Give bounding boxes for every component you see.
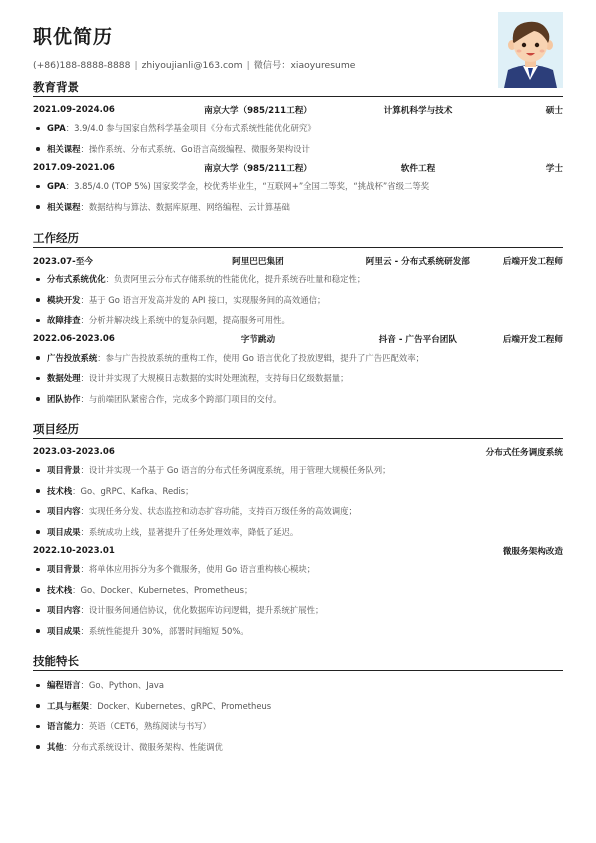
avatar-boy-icon [498, 12, 563, 88]
contact-line [33, 57, 355, 71]
work-entry-header [33, 331, 563, 348]
entry-company: 字节跳动 [240, 335, 276, 345]
list-item: 技术栈：Go、gRPC、Kafka、Redis； [33, 481, 563, 502]
separator: | [134, 60, 138, 71]
bullet-list [33, 176, 563, 217]
work-section [33, 230, 563, 409]
list-item: 数据处理：设计并实现了大规模日志数据的实时处理流程，支持每日亿级数据量； [33, 368, 563, 389]
section-title: 工作经历 [33, 230, 563, 248]
list-item: 项目内容：实现任务分发、状态监控和动态扩容功能，支持百万级任务的高效调度； [33, 501, 563, 522]
list-item: 语言能力：英语（CET6，熟练阅读与书写） [33, 716, 563, 737]
list-item: 广告投放系统：参与广告投放系统的重构工作，使用 Go 语言优化了投放逻辑，提升了广告匹配效率； [33, 348, 563, 369]
bullet-list [33, 269, 563, 331]
list-item: 团队协作：与前端团队紧密合作，完成多个跨部门项目的交付。 [33, 389, 563, 410]
bullet-list [33, 460, 563, 542]
section-title: 教育背景 [33, 79, 563, 97]
avatar [498, 12, 563, 88]
entry-project-name: 微服务架构改造 [502, 546, 563, 557]
list-item: 相关课程：操作系统、分布式系统、Go语言高级编程、微服务架构设计 [33, 139, 563, 160]
list-item: 项目成果：系统成功上线，显著提升了任务处理效率，降低了延迟。 [33, 522, 563, 543]
entry-project-name: 分布式任务调度系统 [485, 447, 563, 458]
wechat-id: 微信号：xiaoyuresume [253, 60, 356, 71]
project-entry-header [33, 443, 563, 460]
list-item: 模块开发：基于 Go 语言开发高并发的 API 接口，实现服务间的高效通信； [33, 290, 563, 311]
list-item: 项目成果：系统性能提升 30%，部署时间缩短 50%。 [33, 621, 563, 642]
education-entry-header [33, 159, 563, 176]
candidate-name: 职优简历 [33, 26, 114, 48]
bullet-list [33, 559, 563, 641]
phone-number: (+86)188-8888-8888 [33, 60, 131, 71]
list-item: 故障排查：分析并解决线上系统中的复杂问题，提高服务可用性。 [33, 310, 563, 331]
entry-period: 2021.09-2024.06 [33, 104, 115, 115]
list-item: GPA：3.85/4.0 (TOP 5%) 国家奖学金，校优秀毕业生，“互联网+”全国二等奖，“挑战杯”省级二等奖 [33, 176, 563, 197]
entry-period: 2022.06-2023.06 [33, 334, 115, 344]
skills-section [33, 653, 563, 757]
list-item: 项目内容：设计服务间通信协议，优化数据库访问逻辑，提升系统扩展性； [33, 600, 563, 621]
list-item: 项目背景：将单体应用拆分为多个微服务，使用 Go 语言重构核心模块； [33, 559, 563, 580]
email-address: zhiyoujianli@163.com [141, 60, 243, 71]
entry-period: 2017.09-2021.06 [33, 162, 115, 173]
section-title: 技能特长 [33, 653, 563, 671]
entry-company: 阿里巴巴集团 [232, 256, 284, 267]
bullet-list [33, 675, 563, 757]
bullet-list [33, 348, 563, 410]
entry-school: 南京大学（985/211工程） [204, 105, 312, 116]
entry-department: 抖音 - 广告平台团队 [378, 335, 457, 345]
list-item: 项目背景：设计并实现一个基于 Go 语言的分布式任务调度系统，用于管理大规模任务队列； [33, 460, 563, 481]
work-entry-header [33, 252, 563, 269]
projects-section [33, 421, 563, 641]
project-entry-header [33, 542, 563, 559]
entry-degree: 硕士 [545, 105, 563, 116]
list-item: GPA：3.9/4.0 参与国家自然科学基金项目《分布式系统性能优化研究》 [33, 118, 563, 139]
entry-school: 南京大学（985/211工程） [204, 163, 312, 174]
separator: | [246, 60, 250, 71]
entry-major: 计算机科学与技术 [383, 105, 453, 116]
entry-period: 2022.10-2023.01 [33, 545, 115, 556]
entry-department: 阿里云 - 分布式系统研发部 [365, 256, 470, 267]
list-item: 相关课程：数据结构与算法、数据库原理、网络编程、云计算基础 [33, 197, 563, 218]
list-item: 技术栈：Go、Docker、Kubernetes、Prometheus； [33, 580, 563, 601]
list-item: 其他：分布式系统设计、微服务架构、性能调优 [33, 737, 563, 758]
list-item: 工具与框架：Docker、Kubernetes、gRPC、Prometheus [33, 696, 563, 717]
education-entry-header [33, 101, 563, 118]
section-title: 项目经历 [33, 421, 563, 439]
list-item: 编程语言：Go、Python、Java [33, 675, 563, 696]
entry-period: 2023.07-至今 [33, 256, 93, 267]
bullet-list [33, 118, 563, 159]
list-item: 分布式系统优化：负责阿里云分布式存储系统的性能优化，提升系统吞吐量和稳定性； [33, 269, 563, 290]
entry-degree: 学士 [545, 163, 563, 174]
entry-role: 后端开发工程师 [502, 335, 563, 345]
entry-period: 2023.03-2023.06 [33, 446, 115, 457]
entry-role: 后端开发工程师 [502, 256, 563, 267]
entry-major: 软件工程 [400, 163, 436, 174]
education-section [33, 79, 563, 217]
